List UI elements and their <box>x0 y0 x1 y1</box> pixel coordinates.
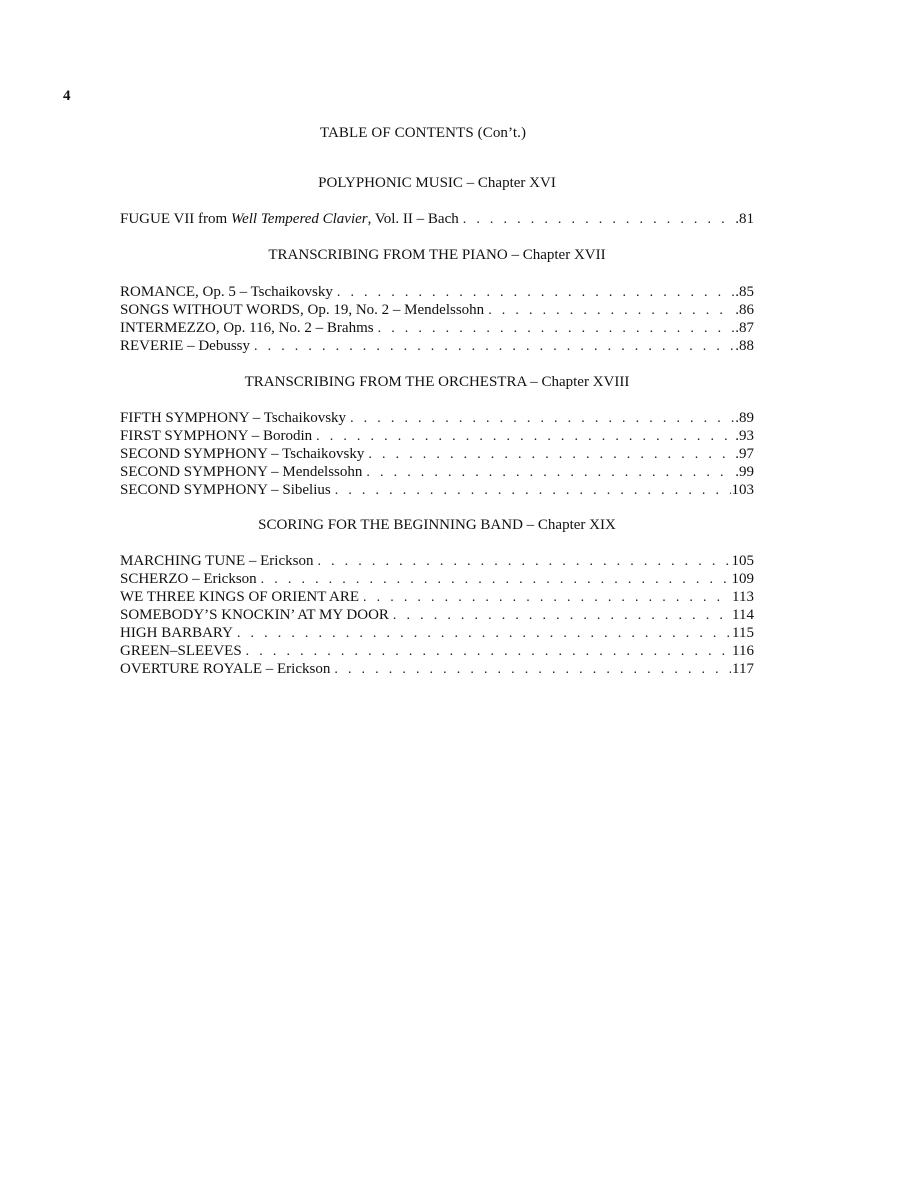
dot-leader <box>350 410 734 427</box>
toc-entry <box>120 301 754 319</box>
toc-entry <box>120 481 754 499</box>
toc-entry <box>120 624 754 642</box>
entry-page-number: .85 <box>735 284 754 300</box>
dot-leader <box>463 211 735 228</box>
entry-title: GREEN–SLEEVES <box>120 643 242 659</box>
toc-entry <box>120 445 754 463</box>
section-heading: SCORING FOR THE BEGINNING BAND – Chapter XIX <box>258 517 616 533</box>
entry-title: SECOND SYMPHONY – Sibelius <box>120 482 331 498</box>
toc-entry <box>120 463 754 481</box>
page-title: TABLE OF CONTENTS (Con’t.) <box>319 125 527 141</box>
toc-entry <box>120 427 754 445</box>
dot-leader <box>237 625 731 642</box>
dot-leader <box>488 302 734 319</box>
toc-entry <box>120 319 754 337</box>
dot-leader <box>316 428 734 445</box>
entry-title: FIRST SYMPHONY – Borodin <box>120 428 313 444</box>
entry-title: SONGS WITHOUT WORDS, Op. 19, No. 2 – Mendelssohn <box>120 302 485 318</box>
toc-entry <box>120 337 754 355</box>
entry-page-number: 117 <box>732 661 754 677</box>
entry-title: SECOND SYMPHONY – Mendelssohn <box>120 464 363 480</box>
entry-page-number: 105 <box>731 553 754 569</box>
dot-leader <box>335 482 731 499</box>
toc-entry <box>120 660 754 678</box>
entry-page-number: 103 <box>731 482 754 498</box>
entry-page-number: 114 <box>732 607 754 623</box>
entry-page-number: .87 <box>735 320 754 336</box>
toc-entry <box>120 283 754 301</box>
dot-leader <box>334 661 731 678</box>
dot-leader <box>378 320 735 337</box>
toc-entry <box>120 210 754 228</box>
entry-page-number: .89 <box>735 410 754 426</box>
toc-entry <box>120 409 754 427</box>
dot-leader <box>393 607 731 624</box>
entry-page-number: 115 <box>732 625 754 641</box>
section-heading: POLYPHONIC MUSIC – Chapter XVI <box>318 175 556 191</box>
entry-page-number: 109 <box>731 571 754 587</box>
dot-leader <box>368 446 734 463</box>
entry-page-number: .99 <box>735 464 754 480</box>
dot-leader <box>366 464 734 481</box>
entry-page-number: .88 <box>735 338 754 354</box>
entry-title: SECOND SYMPHONY – Tschaikovsky <box>120 446 365 462</box>
entry-page-number: .81 <box>735 211 754 227</box>
entry-title: SOMEBODY’S KNOCKIN’ AT MY DOOR <box>120 607 389 623</box>
entry-title: ROMANCE, Op. 5 – Tschaikovsky <box>120 284 333 300</box>
entry-page-number: 113 <box>732 589 754 605</box>
page-number: 4 <box>63 88 71 104</box>
toc-entry <box>120 606 754 624</box>
entry-title: REVERIE – Debussy <box>120 338 250 354</box>
dot-leader <box>246 643 731 660</box>
toc-entry <box>120 642 754 660</box>
entry-page-number: .86 <box>735 302 754 318</box>
toc-entry <box>120 588 754 606</box>
toc-entry <box>120 552 754 570</box>
dot-leader <box>363 589 731 606</box>
entry-title: FUGUE VII from Well Tempered Clavier, Vol. II – Bach <box>120 211 459 227</box>
entry-title: FIFTH SYMPHONY – Tschaikovsky <box>120 410 347 426</box>
section-heading: TRANSCRIBING FROM THE PIANO – Chapter XVII <box>268 247 606 263</box>
toc-entry <box>120 570 754 588</box>
entry-title: MARCHING TUNE – Erickson <box>120 553 314 569</box>
dot-leader <box>337 284 734 301</box>
dot-leader <box>254 338 734 355</box>
entry-title: WE THREE KINGS OF ORIENT ARE <box>120 589 360 605</box>
dot-leader <box>261 571 731 588</box>
entry-title: OVERTURE ROYALE – Erickson <box>120 661 331 677</box>
entry-title: HIGH BARBARY <box>120 625 233 641</box>
section-heading: TRANSCRIBING FROM THE ORCHESTRA – Chapter XVIII <box>244 374 630 390</box>
entry-page-number: 116 <box>732 643 754 659</box>
entry-page-number: .97 <box>735 446 754 462</box>
dot-leader <box>317 553 730 570</box>
entry-page-number: .93 <box>735 428 754 444</box>
entry-title: INTERMEZZO, Op. 116, No. 2 – Brahms <box>120 320 374 336</box>
entry-title: SCHERZO – Erickson <box>120 571 257 587</box>
